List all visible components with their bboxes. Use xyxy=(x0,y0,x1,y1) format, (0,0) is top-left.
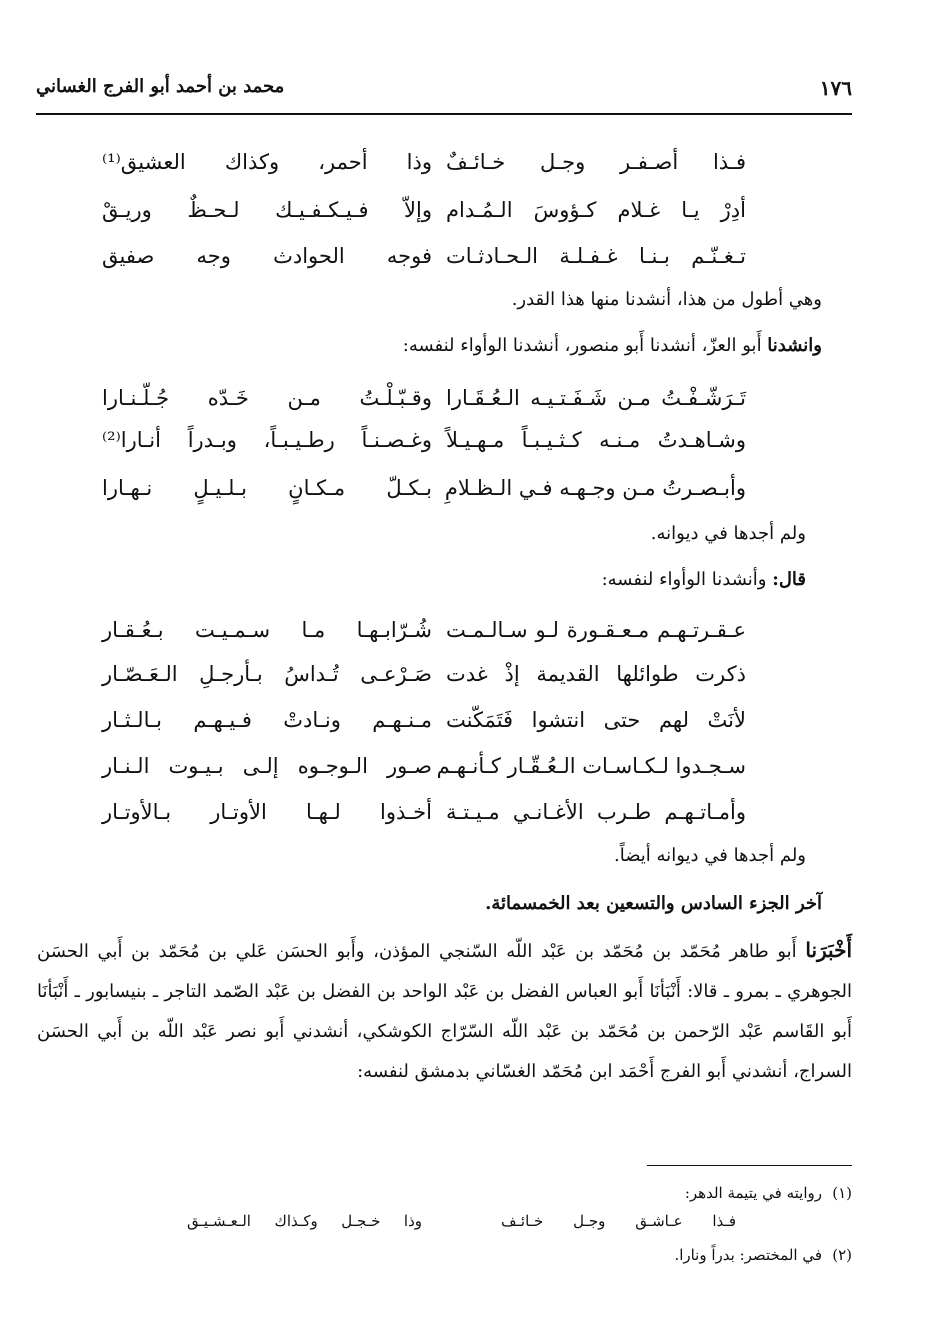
footnote-number: (٢) xyxy=(832,1246,852,1264)
verse-second-hemistich: صَـرْعـى تُـداسُ بـأرجـلِ الـعَـصّـار xyxy=(102,662,432,686)
intro-text: وأنشدنا الوأواء لنفسه: xyxy=(601,569,773,590)
page-header xyxy=(36,70,852,110)
verse-second-hemistich: وذا أحمر، وكذاك العشيق⁽¹⁾ xyxy=(102,150,432,174)
verse-line xyxy=(0,468,932,508)
prose-text: أَبو طاهر مُحَمّد بن مُحَمّد بن عَبْد اللّه السّنجي المؤذن، وأَبو الحسَن عَلي بن مُحَمّد بن أَبي الحسَن الجوهري ـ بمرو ـ قالا: أَنْبَأنَا أَبو العباس الفضل بن عَبْد الواحد بن الفضل بن عَبْد الصّمد التاجر ـ بنيسابور ـ أَنْبَأنَا أَبو القَاسم عَبْد الرّحمن بن مُحَمّد بن عَبْد اللّه السّرّاج الكوشكي، أنشدني أَبو نصر عَبْد اللّه بن أَبي الحسَن السراج، أنشدني أَبو الفرج أَحْمَد ابن مُحَمّد الغسّاني بدمشق لنفسه: xyxy=(37,941,852,1082)
text-line xyxy=(82,326,822,366)
verse-first-hemistich: وأبـصـرتُ مـن وجـهـه فـي الـظـلامِ xyxy=(444,476,746,500)
verse-first-hemistich: وأمـاتـهـم طـرب الأغـانـي مـيـتـة xyxy=(446,800,746,824)
text-line: وهي أطول من هذا، أنشدنا منها هذا القدر. xyxy=(511,289,822,310)
verse-second-hemistich: صـور الـوجـوه إلـى بـيـوت الـنـار xyxy=(102,754,432,778)
verse-first-hemistich: عـقـرتـهـم مـعـقـورة لـو سـالـمـت xyxy=(446,618,746,642)
footnote-verse xyxy=(0,1212,932,1238)
verse-first-hemistich: أدِرْ يـا غـلام كـؤوسَ الـمُـدام xyxy=(446,198,746,222)
header-rule xyxy=(36,113,852,115)
verse-line xyxy=(0,190,932,230)
verse-second-hemistich: فوجه الحوادث وجه صفيق xyxy=(102,244,432,268)
verse-second-hemistich: أخـذوا لـهـا الأوتـار بـالأوتـار xyxy=(102,800,432,824)
verse-line xyxy=(0,378,932,418)
verse-line xyxy=(0,700,932,740)
footnote-verse-second: وذا خـجـل وكـذاك الـعـشـيـق xyxy=(187,1212,422,1230)
verse-first-hemistich: تَـرَشّـفْـتُ مـن شَـفَـتـيـه الـعُـقَـارا xyxy=(446,386,746,410)
verse-first-hemistich: لأنَتْ لهم حتى انتشوا فَتَمَكّنت xyxy=(446,708,746,732)
footnote-text: في المختصر: بدراً ونارا. xyxy=(674,1246,822,1264)
lead-word: أَخْبَرَنا xyxy=(805,938,852,962)
verse-first-hemistich: ذكرت طوائلها القديمة إذْ غدت xyxy=(446,662,746,686)
footnote xyxy=(685,1180,852,1206)
text-line: ولم أجدها في ديوانه أيضاً. xyxy=(613,845,806,866)
lead-word: وانشدنا xyxy=(767,335,822,356)
verse-line xyxy=(0,654,932,694)
verse-line xyxy=(0,420,932,460)
verse-first-hemistich: فـذا أصـفـر وجـل خـائـفٌ xyxy=(446,150,746,174)
verse-second-hemistich: شُـرّابـهـا مـا سـمـيـت بـعُـقـار xyxy=(102,618,432,642)
verse-second-hemistich: مـنـهـم ونـادتْ فـيـهـم بـالـثـار xyxy=(102,708,432,732)
verse-second-hemistich: وإلاّ فـيـكـفـيـك لـحـظٌ وريـقْ xyxy=(102,198,432,222)
footnote-rule xyxy=(647,1165,852,1166)
page-number: ١٧٦ xyxy=(819,76,852,100)
verse-first-hemistich: تـغـنّـم بـنـا غـفـلـة الـحـادثـات xyxy=(446,244,746,268)
verse-line xyxy=(0,610,932,650)
text-line: ولم أجدها في ديوانه. xyxy=(650,523,806,544)
verse-second-hemistich: وغـصـنـاً رطـيـبـاً، وبـدراً أنـارا⁽²⁾ xyxy=(102,428,432,452)
verse-first-hemistich: سـجـدوا لـكـاسـات الـعُـقّـار كـأنـهـم xyxy=(436,754,746,778)
text-line xyxy=(66,560,806,600)
verse-line xyxy=(0,142,932,182)
verse-line xyxy=(0,236,932,276)
section-end-line: آخر الجزء السادس والتسعين بعد الخمسمائة. xyxy=(485,893,822,914)
verse-line xyxy=(0,792,932,832)
verse-line xyxy=(0,746,932,786)
intro-text: أَبو العزّ، أنشدنا أَبو منصور، أنشدنا الوأواء لنفسه: xyxy=(402,335,768,356)
verse-second-hemistich: بـكـلّ مـكـانٍ بـلـيـلٍ نـهـارا xyxy=(102,476,432,500)
running-title: محمد بن أحمد أبو الفرج الغساني xyxy=(36,76,285,97)
verse-second-hemistich: وقـبّـلْـتُ مـن خَـدّه جُـلّـنـارا xyxy=(102,386,432,410)
footnote-text: روايته في يتيمة الدهر: xyxy=(684,1184,822,1202)
lead-word: قال: xyxy=(772,569,806,590)
footnote-verse-first: فـذا عـاشـق وجـل خـائـف xyxy=(501,1212,736,1230)
prose-paragraph xyxy=(37,930,852,1092)
footnote-number: (١) xyxy=(832,1184,852,1202)
footnote xyxy=(674,1242,852,1268)
verse-first-hemistich: وشـاهـدتُ مـنـه كـثـيـبـاً مـهـيـلاً xyxy=(446,428,746,452)
